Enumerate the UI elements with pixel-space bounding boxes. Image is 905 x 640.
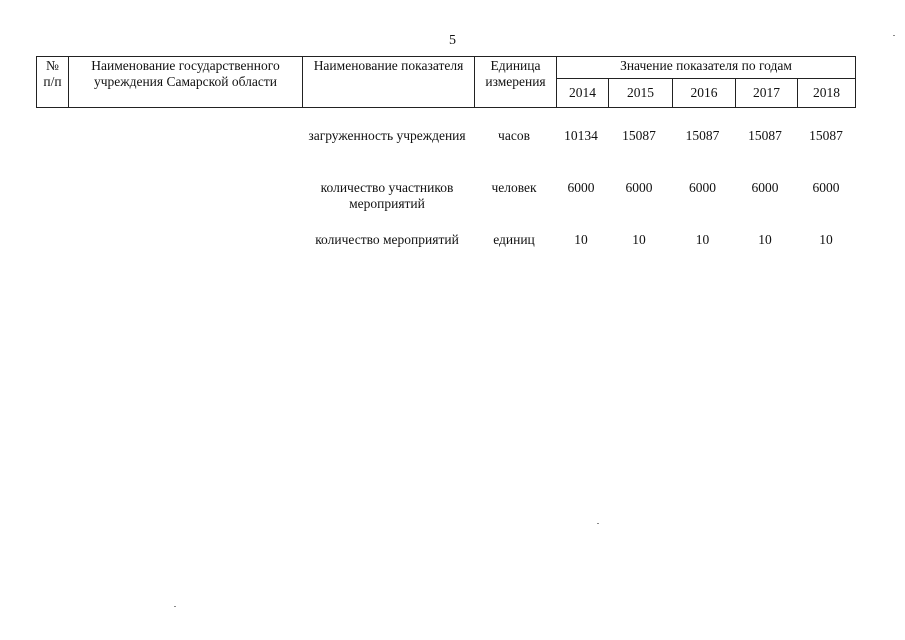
page-number: 5 bbox=[449, 33, 456, 48]
header-year-2016: 2016 bbox=[673, 79, 736, 108]
row-value-2016: 6000 bbox=[689, 180, 716, 195]
header-year-2014: 2014 bbox=[557, 79, 609, 108]
row-value-2018: 10 bbox=[819, 232, 833, 247]
scan-speck bbox=[174, 606, 176, 607]
scan-speck bbox=[893, 35, 895, 36]
row-unit: человек bbox=[491, 180, 537, 195]
row-value-2014: 10 bbox=[574, 232, 588, 247]
row-value-2016: 15087 bbox=[685, 128, 720, 143]
row-value-2015: 6000 bbox=[625, 180, 653, 195]
row-value-2018: 15087 bbox=[809, 128, 843, 143]
row-value-2015: 15087 bbox=[622, 128, 656, 143]
row-value-2015: 10 bbox=[632, 232, 646, 247]
row-value-2017: 10 bbox=[758, 232, 772, 247]
row-value-2014: 10134 bbox=[564, 128, 598, 143]
row-value-2017: 15087 bbox=[748, 128, 782, 143]
scan-speck bbox=[597, 523, 599, 524]
row-value-2018: 6000 bbox=[812, 180, 840, 195]
row-unit: единиц bbox=[493, 232, 535, 247]
header-indicator: Наименование показателя bbox=[303, 57, 475, 108]
header-values-by-year: Значение показателя по годам bbox=[557, 57, 856, 79]
header-year-2015: 2015 bbox=[609, 79, 673, 108]
header-year-2017: 2017 bbox=[736, 79, 798, 108]
header-unit: Единица измерения bbox=[475, 57, 557, 108]
header-number: № п/п bbox=[37, 57, 69, 108]
row-indicator: количество мероприятий bbox=[315, 232, 459, 247]
row-value-2017: 6000 bbox=[751, 180, 779, 195]
row-value-2016: 10 bbox=[695, 232, 710, 247]
row-unit: часов bbox=[498, 128, 530, 143]
header-institution: Наименование государственного учреждения Самарской области bbox=[69, 57, 303, 108]
indicators-table-header bbox=[36, 56, 856, 108]
header-year-2018: 2018 bbox=[798, 79, 856, 108]
row-value-2014: 6000 bbox=[567, 180, 595, 195]
row-indicator: загруженность учреждения bbox=[308, 128, 466, 143]
row-indicator: количество участников мероприятий bbox=[320, 180, 454, 211]
